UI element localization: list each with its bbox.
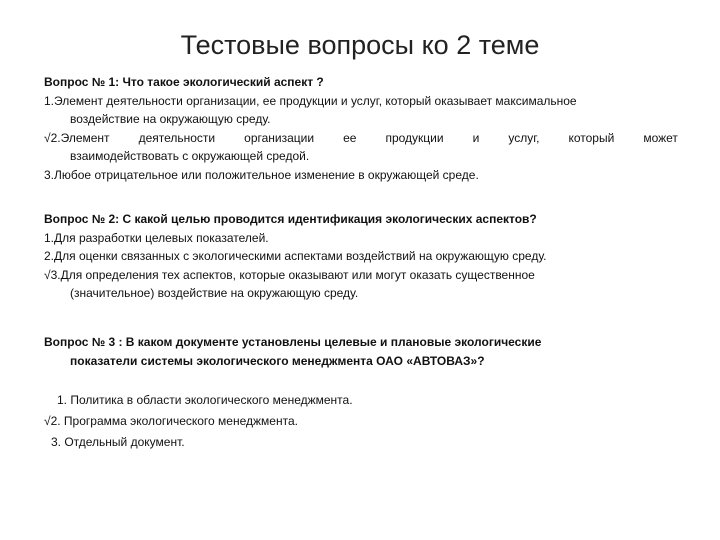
question-2-answer-3-line-1: √3.Для определения тех аспектов, которые оказывают или могут оказать существенное [44, 267, 535, 282]
question-2-answer-2: 2.Для оценки связанных с экологическими аспектами воздействий на окружающую среду. [44, 249, 547, 264]
answer-word: продукции [385, 130, 444, 145]
question-1-answer-3: 3.Любое отрицательное или положительное изменение в окружающей среде. [44, 167, 479, 182]
question-3-answer-3: 3. Отдельный документ. [51, 435, 185, 449]
question-1-answer-1 [44, 92, 678, 129]
question-3-text [44, 333, 678, 370]
question-block-2 [44, 210, 678, 303]
question-3-answer-1: 1. Политика в области экологического менеджмента. [57, 393, 353, 407]
question-block-3 [44, 333, 678, 370]
question-2-text: Вопрос № 2: С какой целью проводится идентификация экологических аспектов? [44, 212, 537, 226]
question-1-answer-2 [44, 129, 678, 166]
answer-word: который [568, 130, 615, 145]
answer-word: ее [343, 130, 357, 145]
question-1-answer-2-line-1 [44, 129, 678, 148]
question-3-answer-2: √2. Программа экологического менеджмента. [44, 414, 298, 428]
question-3-line-2: показатели системы экологического менеджмента ОАО «АВТОВАЗ»? [70, 353, 485, 368]
question-1-answer-1-line-1: 1.Элемент деятельности организации, ее продукции и услуг, который оказывает максимальное [44, 93, 577, 108]
answer-word: организации [244, 130, 315, 145]
question-3-line-1: Вопрос № 3 : В каком документе установлены целевые и плановые экологические [44, 335, 542, 349]
answer-word: деятельности [138, 130, 216, 145]
question-1-answer-2-line-2: взаимодействовать с окружающей средой. [70, 149, 310, 164]
question-2-answer-3 [44, 266, 678, 303]
question-3-answers [44, 390, 678, 453]
page-title: Тестовые вопросы ко 2 теме [180, 30, 540, 60]
answer-word: может [643, 130, 678, 145]
answer-word: √2.Элемент [44, 130, 110, 145]
answer-word: и [472, 130, 480, 145]
question-1-answer-1-line-2: воздействие на окружающую среду. [70, 112, 271, 127]
question-1-text: Вопрос № 1: Что такое экологический аспект ? [44, 75, 324, 89]
question-block-1 [44, 73, 678, 185]
question-2-answer-1: 1.Для разработки целевых показателей. [44, 230, 269, 245]
question-2-answer-3-line-2: (значительное) воздействие на окружающую среду. [70, 286, 359, 301]
answer-word: услуг, [508, 130, 540, 145]
